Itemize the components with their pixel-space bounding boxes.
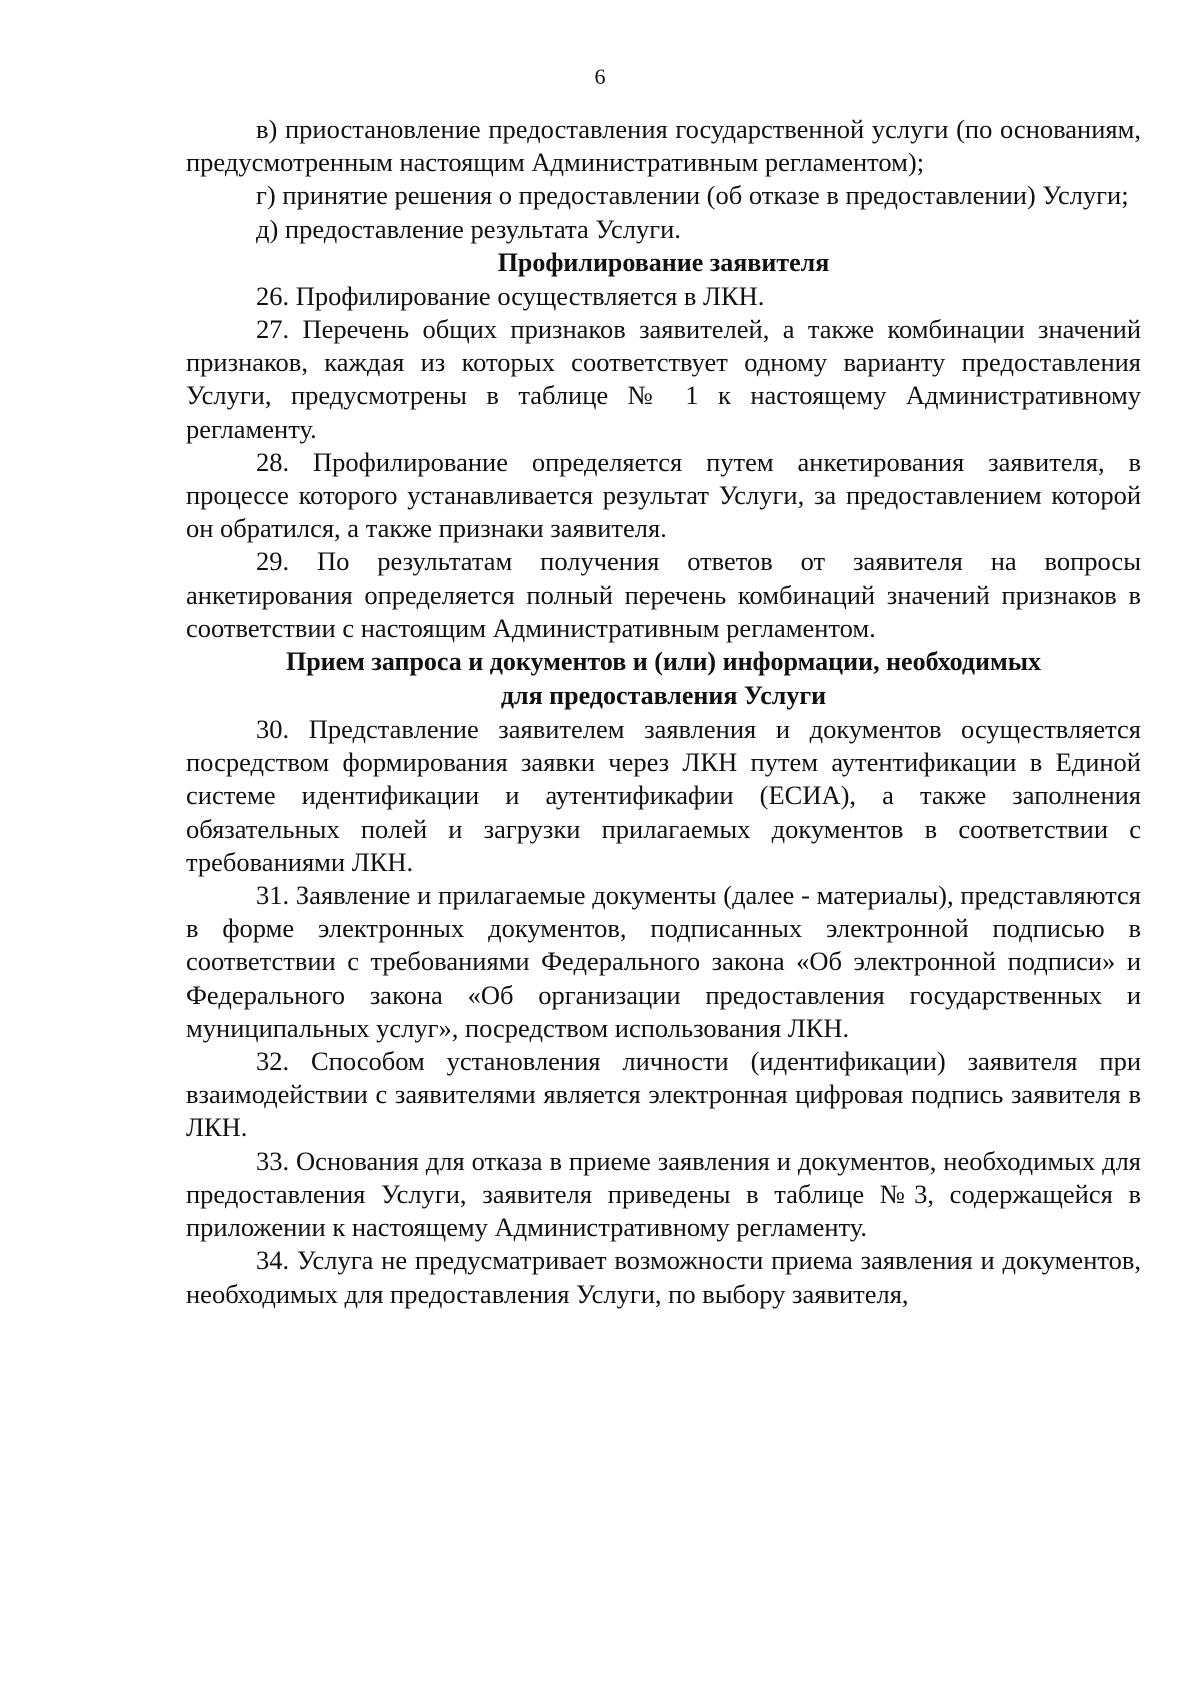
paragraph-33: 33. Основания для отказа в приеме заявления и документов, необходимых для предоставления Услуги, заявителя приведены в таблице №3, содержащейся в приложении к настоящему Административному регламенту. <box>186 1145 1141 1243</box>
section-heading-request-intake <box>186 645 1141 713</box>
section-heading-profiling: Профилирование заявителя <box>497 247 830 277</box>
paragraph-34: 34. Услуга не предусматривает возможности приема заявления и документов, необходимых для предоставления Услуги, по выбору заявителя, <box>186 1245 1141 1309</box>
document-body <box>186 113 1141 1311</box>
paragraph-28: 28. Профилирование определяется путем анкетирования заявителя, в процессе которого устанавливается результат Услуги, за предоставлением которой он обратился, а также признаки заявителя. <box>186 446 1141 544</box>
paragraph-g-decision: г) принятие решения о предоставлении (об отказе в предоставлении) Услуги; <box>256 180 1129 211</box>
paragraph-32: 32. Способом установления личности (идентификации) заявителя при взаимодействии с заявителями является электронная цифровая подпись заявителя в ЛКН. <box>186 1046 1141 1143</box>
section-heading-request-intake-line2: для предоставления Услуги <box>500 681 827 711</box>
section-heading-request-intake-line1: Прием запроса и документов и (или) информации, необходимых <box>285 647 1042 677</box>
paragraph-v-suspension: в) приостановление предоставления государственной услуги (по основаниям, предусмотренным настоящим Административным регламентом); <box>186 114 1141 178</box>
paragraph-31: 31. Заявление и прилагаемые документы (далее - материалы), представляются в форме электронных документов, подписанных электронной подписью в соответствии с требованиями Федерального закона «Об электронной подписи» и Федерального закона «Об организации предоставления государственных и муниципальных услуг», посредством использования ЛКН. <box>186 880 1141 1043</box>
paragraph-27: 27. Перечень общих признаков заявителей, а также комбинации значений признаков, каждая из которых соответствует одному варианту предоставления Услуги, предусмотрены в таблице № 1 к настоящему Административному регламенту. <box>186 314 1141 444</box>
paragraph-29: 29. По результатам получения ответов от заявителя на вопросы анкетирования определяется полный перечень комбинаций значений признаков в соответствии с настоящим Административным регламентом. <box>186 546 1141 643</box>
paragraph-26: 26. Профилирование осуществляется в ЛКН. <box>256 280 765 311</box>
paragraph-d-result: д) предоставление результата Услуги. <box>256 213 681 244</box>
paragraph-30: 30. Представление заявителем заявления и документов осуществляется посредством формирования заявки через ЛКН путем аутентификации в Единой системе идентификации и аутентификафии (ЕСИА), а также заполнения обязательных полей и загрузки прилагаемых документов в соответствии с требованиями ЛКН. <box>186 714 1141 877</box>
page-number: 6 <box>594 64 606 89</box>
